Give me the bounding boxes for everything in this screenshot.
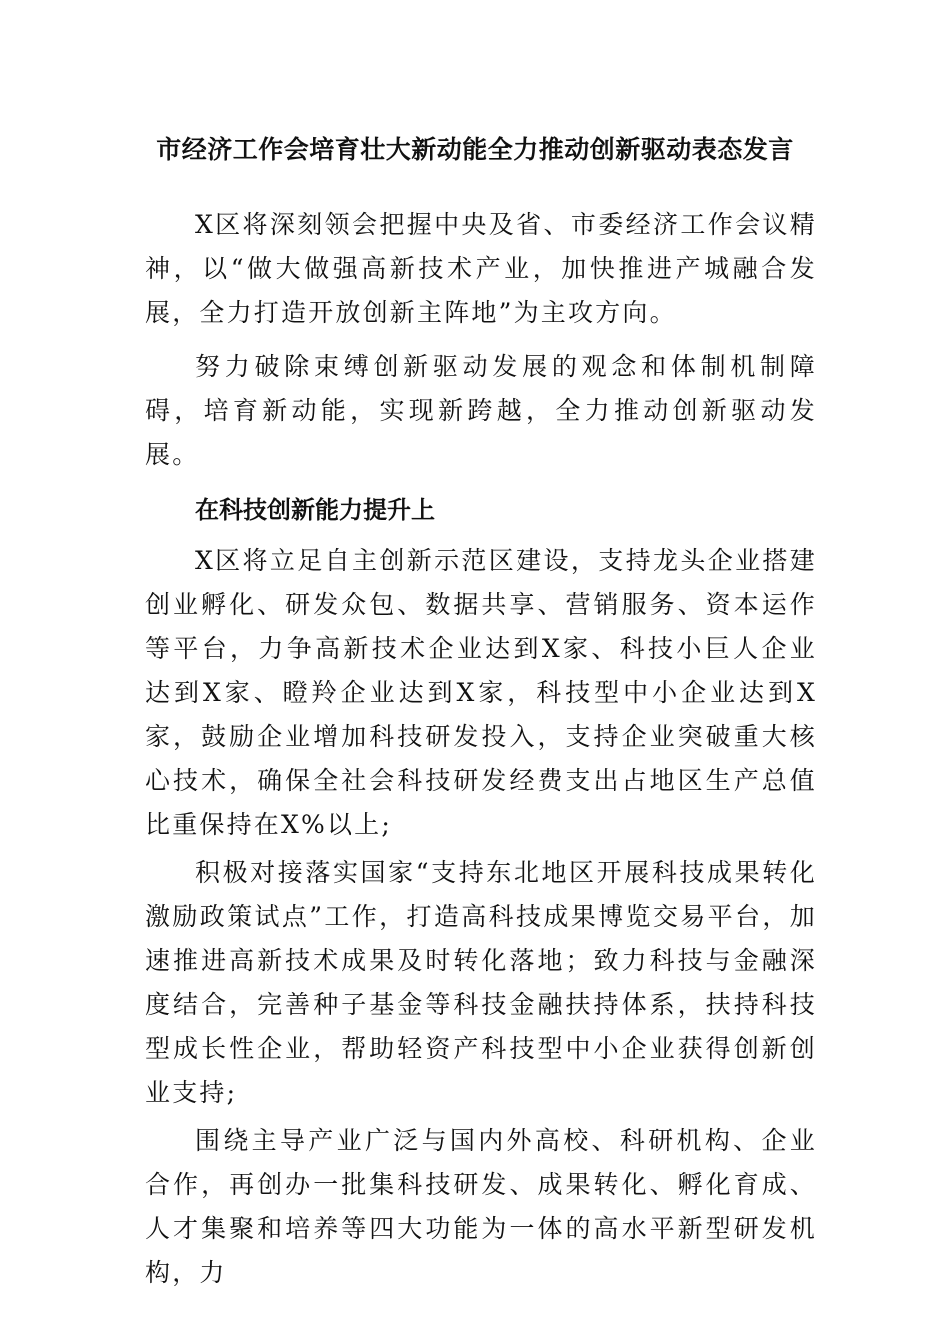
section-heading: 在科技创新能力提升上 (195, 496, 435, 524)
section-paragraph-1: X区将立足自主创新示范区建设，支持龙头企业搭建创业孵化、研发众包、数据共享、营销服务、资本运作等平台，力争高新技术企业达到X家、科技小巨人企业达到X家、瞪羚企业达到X家，科技型中小企业达到X家，鼓励企业增加科技研发投入，支持企业突破重大核心技术，确保全社会科技研发经费支出占地区生产总值比重保持在X%以上; (145, 546, 817, 839)
section-paragraph-3: 围绕主导产业广泛与国内外高校、科研机构、企业合作，再创办一批集科技研发、成果转化、孵化育成、人才集聚和培养等四大功能为一体的高水平新型研发机构，力 (145, 1126, 817, 1287)
document-title: 市经济工作会培育壮大新动能全力推动创新驱动表态发言 (156, 135, 794, 164)
document-body (145, 203, 817, 1295)
paragraph-2: 努力破除束缚创新驱动发展的观念和体制机制障碍，培育新动能，实现新跨越，全力推动创新驱动发展。 (145, 352, 817, 469)
section-paragraph-2: 积极对接落实国家“支持东北地区开展科技成果转化激励政策试点”工作，打造高科技成果博览交易平台，加速推进高新技术成果及时转化落地；致力科技与金融深度结合，完善种子基金等科技金融扶持体系，扶持科技型成长性企业，帮助轻资产科技型中小企业获得创新创业支持; (145, 858, 817, 1107)
paragraph-1: X区将深刻领会把握中央及省、市委经济工作会议精神，以“做大做强高新技术产业，加快推进产城融合发展，全力打造开放创新主阵地”为主攻方向。 (145, 210, 817, 327)
